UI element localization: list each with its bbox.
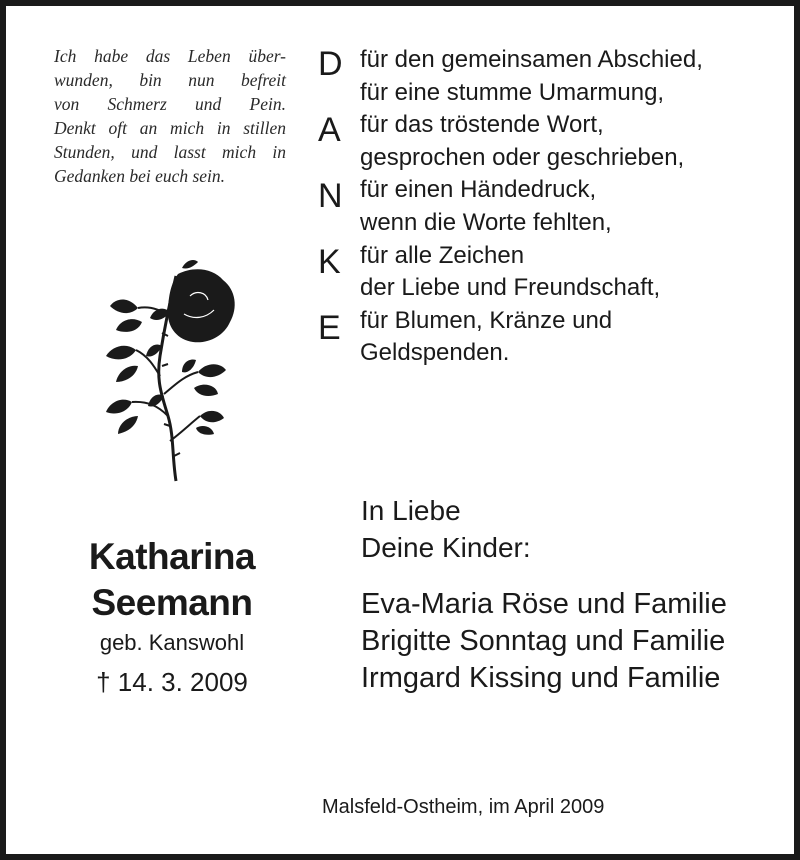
- danke-line: für alle Zeichen: [360, 241, 525, 269]
- family-item: Eva-Maria Röse und Familie: [361, 588, 727, 620]
- poem-line: Ich habe das Leben über-: [54, 46, 286, 66]
- danke-line: für einen Händedruck,: [360, 176, 597, 204]
- poem-line: wunden, bin nun befreit: [54, 70, 286, 90]
- poem-line: Gedanken bei euch sein.: [54, 166, 226, 186]
- family-item: Brigitte Sonntag und Familie: [361, 625, 726, 657]
- danke-line: für Blumen, Kränze und: [360, 306, 613, 334]
- danke-line: wenn die Worte fehlten,: [360, 208, 612, 236]
- deceased-birth-name: geb. Kanswohl: [99, 630, 245, 655]
- closing-greeting: [361, 492, 531, 566]
- danke-letter: K: [318, 243, 341, 281]
- danke-letter: A: [318, 111, 341, 149]
- place-date: Malsfeld-Ostheim, im April 2009: [322, 796, 605, 818]
- deceased-death-date: † 14. 3. 2009: [96, 667, 248, 697]
- danke-line: für eine stumme Umarmung,: [360, 78, 665, 106]
- poem-line: Stunden, und lasst mich in: [54, 142, 286, 162]
- deceased-first-name: Katharina: [88, 536, 256, 577]
- danke-line: gesprochen oder geschrieben,: [360, 143, 685, 171]
- deceased-info: [46, 534, 298, 702]
- poem-block: [54, 44, 286, 188]
- danke-line: für das tröstende Wort,: [360, 111, 604, 139]
- danke-line: Geldspenden.: [360, 339, 510, 367]
- family-list: [361, 586, 727, 697]
- danke-line: für den gemeinsamen Abschied,: [360, 46, 703, 73]
- family-item: Irmgard Kissing und Familie: [361, 662, 721, 694]
- danke-text: [360, 44, 780, 370]
- danke-letter: N: [318, 177, 343, 215]
- danke-letter: E: [318, 309, 341, 347]
- danke-line: der Liebe und Freundschaft,: [360, 274, 661, 302]
- danke-letter: D: [318, 45, 343, 83]
- deceased-last-name: Seemann: [91, 582, 253, 623]
- closing-line-children: Deine Kinder:: [361, 532, 531, 563]
- closing-line-love: In Liebe: [361, 495, 461, 526]
- poem-line: von Schmerz und Pein.: [54, 94, 286, 114]
- poem-line: Denkt oft an mich in stillen: [54, 118, 286, 138]
- rose-icon: [98, 256, 248, 486]
